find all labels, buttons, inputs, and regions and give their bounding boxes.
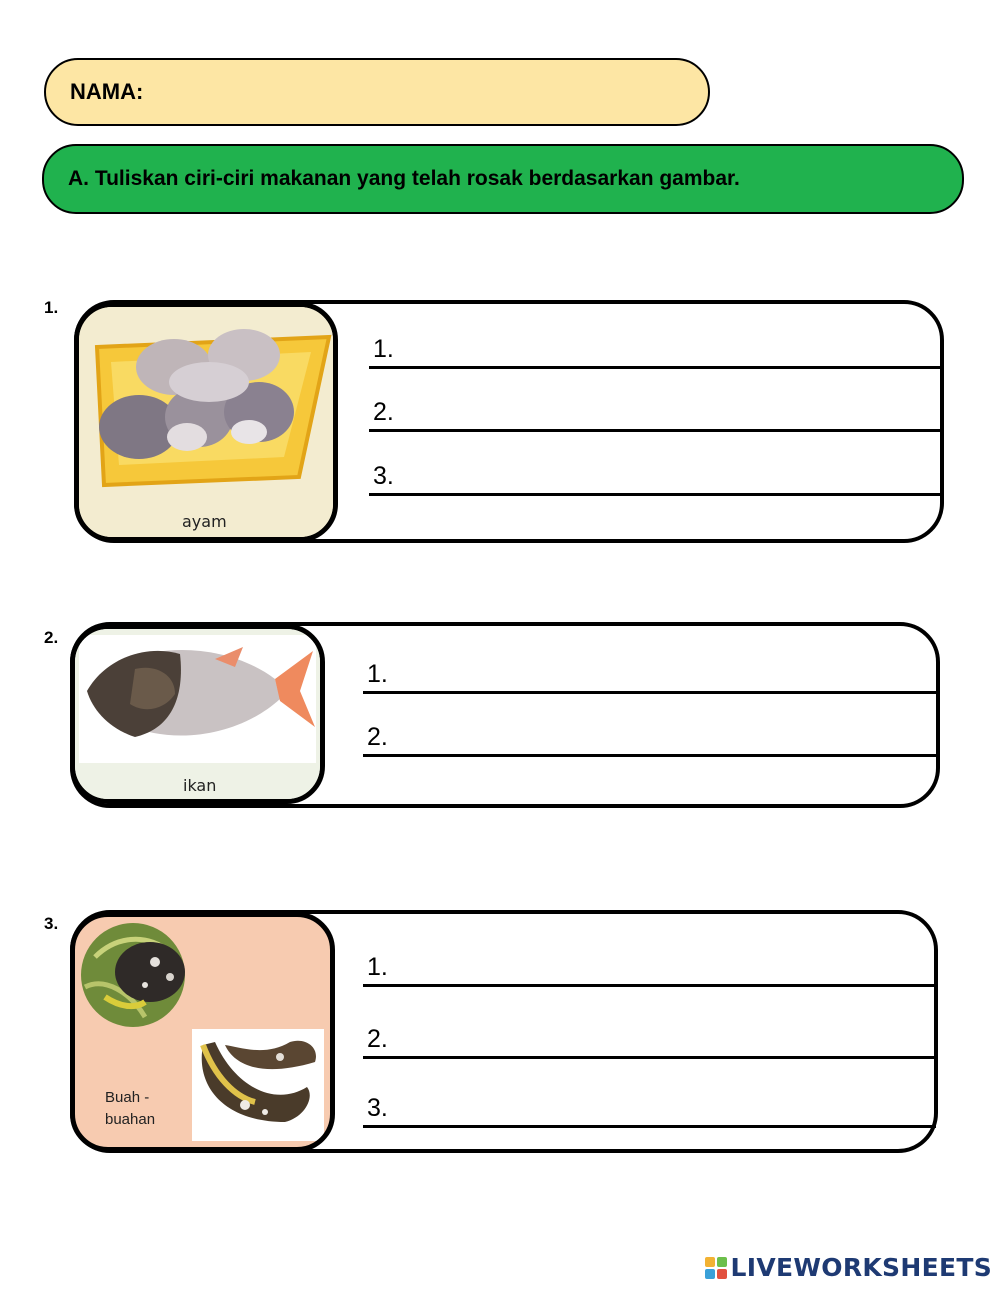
image-caption: Buah - buahan [105, 1089, 156, 1128]
instruction-banner [42, 144, 964, 214]
rotten-chicken-tray-image [74, 302, 338, 542]
line-number: 1. [373, 335, 394, 363]
rotten-fish-image [70, 624, 325, 804]
line-number: 1. [367, 953, 388, 981]
liveworksheets-logo [705, 1253, 992, 1282]
question-number: 2. [44, 628, 59, 647]
question-number: 1. [44, 298, 59, 317]
question-number: 3. [44, 914, 59, 933]
chicken-illustration [79, 307, 333, 537]
answer-line[interactable] [369, 388, 941, 432]
image-caption: ikan [183, 776, 217, 795]
answer-line[interactable] [363, 650, 937, 694]
name-label: NAMA: [70, 79, 144, 104]
line-number: 2. [367, 723, 388, 751]
answer-line[interactable] [369, 452, 941, 496]
line-number: 3. [373, 462, 394, 490]
answer-line[interactable] [363, 713, 937, 757]
logo-blocks-icon [705, 1257, 727, 1279]
fish-illustration [75, 629, 320, 799]
line-number: 3. [367, 1094, 388, 1122]
line-number: 2. [367, 1025, 388, 1053]
answer-line[interactable] [363, 1084, 936, 1128]
rotten-fruits-image [70, 912, 335, 1152]
answer-line[interactable] [369, 325, 941, 369]
brand-name: LIVEWORKSHEETS [730, 1253, 992, 1282]
answer-line[interactable] [363, 943, 936, 987]
name-field[interactable] [44, 58, 710, 126]
image-caption: ayam [182, 512, 227, 531]
answer-line[interactable] [363, 1015, 936, 1059]
line-number: 2. [373, 398, 394, 426]
line-number: 1. [367, 660, 388, 688]
instruction-text: A. Tuliskan ciri-ciri makanan yang telah rosak berdasarkan gambar. [68, 167, 740, 190]
